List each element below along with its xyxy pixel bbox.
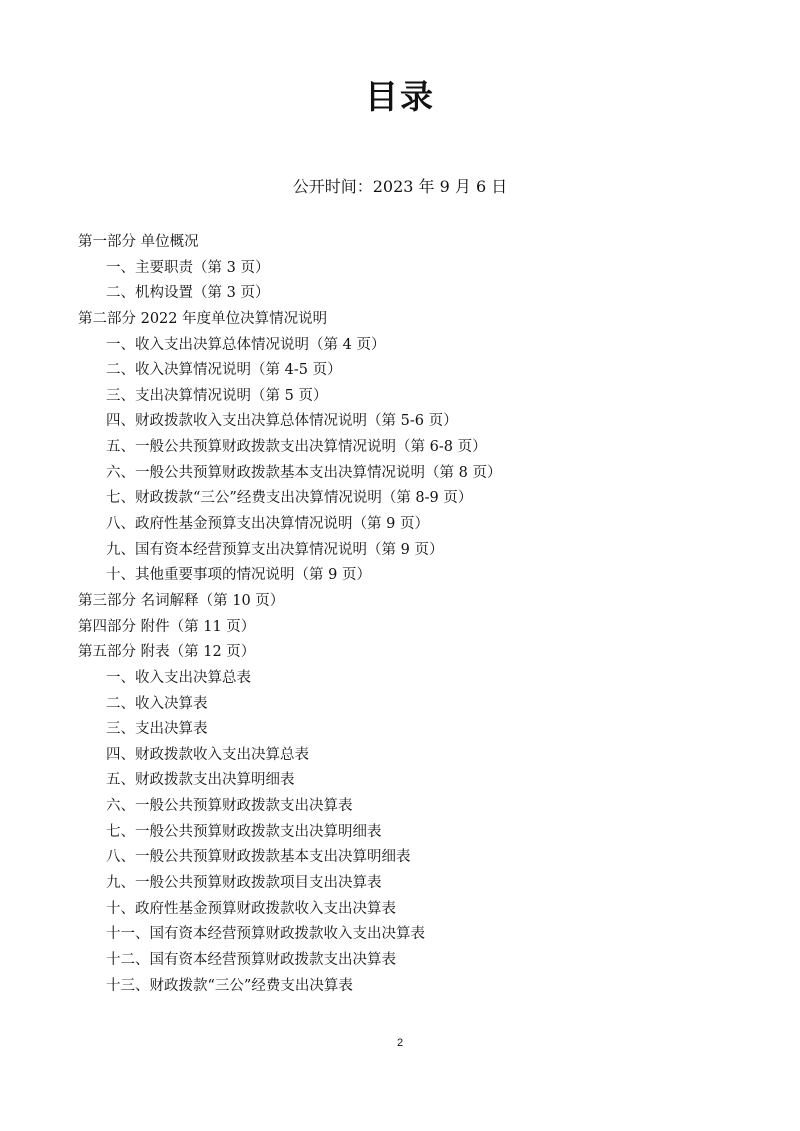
toc-entry: 五、一般公共预算财政拨款支出决算情况说明（第 6-8 页） (106, 439, 487, 456)
toc-entry: 十、其他重要事项的情况说明（第 9 页） (106, 567, 371, 584)
toc-entry: 五、财政拨款支出决算明细表 (106, 772, 295, 789)
toc-entry: 二、收入决算表 (106, 695, 208, 712)
toc-entry: 八、一般公共预算财政拨款基本支出决算明细表 (106, 849, 411, 866)
toc-entry: 八、政府性基金预算支出决算情况说明（第 9 页） (106, 516, 429, 533)
toc-entry: 六、一般公共预算财政拨款支出决算表 (106, 798, 353, 815)
toc-entry: 十三、财政拨款“三公”经费支出决算表 (106, 977, 353, 994)
toc-part-heading: 第四部分 附件（第 11 页） (78, 618, 256, 635)
toc-entry: 一、收入支出决算总表 (106, 669, 251, 686)
toc-entry: 十一、国有资本经营预算财政拨款收入支出决算表 (106, 926, 425, 943)
toc-entry: 四、财政拨款收入支出决算总表 (106, 746, 309, 763)
toc-entry: 七、财政拨款“三公”经费支出决算情况说明（第 8-9 页） (106, 490, 473, 507)
toc-part-heading: 第一部分 单位概况 (78, 234, 199, 250)
toc-entry: 九、一般公共预算财政拨款项目支出决算表 (106, 875, 382, 892)
toc-entry: 一、主要职责（第 3 页） (106, 259, 270, 276)
toc-entry: 二、收入决算情况说明（第 4-5 页） (106, 362, 342, 379)
toc-entry: 九、国有资本经营预算支出决算情况说明（第 9 页） (106, 541, 444, 558)
toc-entry: 四、财政拨款收入支出决算总体情况说明（第 5-6 页） (106, 413, 458, 430)
toc-part-heading: 第二部分 2022 年度单位决算情况说明 (78, 310, 328, 327)
toc-part-heading: 第五部分 附表（第 12 页） (78, 644, 256, 661)
toc-entry: 三、支出决算情况说明（第 5 页） (106, 387, 328, 404)
table-of-contents (78, 230, 758, 999)
toc-entry: 十二、国有资本经营预算财政拨款支出决算表 (106, 951, 396, 968)
toc-part-heading: 第三部分 名词解释（第 10 页） (78, 592, 285, 609)
toc-entry: 七、一般公共预算财政拨款支出决算明细表 (106, 823, 382, 840)
toc-entry: 一、收入支出决算总体情况说明（第 4 页） (106, 336, 386, 353)
toc-entry: 二、机构设置（第 3 页） (106, 285, 270, 302)
publish-date: 公开时间：2023 年 9 月 6 日 (292, 177, 508, 196)
toc-entry: 三、支出决算表 (106, 721, 208, 738)
toc-entry: 六、一般公共预算财政拨款基本支出决算情况说明（第 8 页） (106, 464, 502, 481)
page-title: 目录 (365, 77, 435, 116)
page-number: 2 (396, 1037, 404, 1049)
toc-entry: 十、政府性基金预算财政拨款收入支出决算表 (106, 900, 396, 917)
